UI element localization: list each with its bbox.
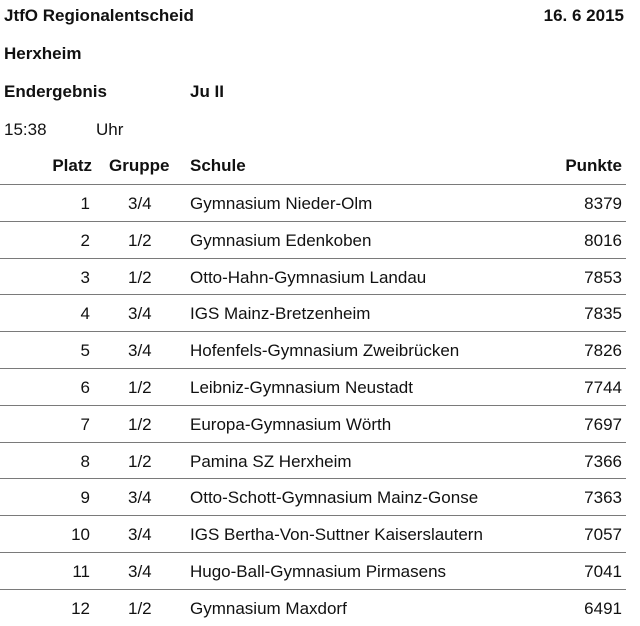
cell-schule: Gymnasium Nieder-Olm — [190, 194, 373, 213]
result-label: Endergebnis — [4, 82, 107, 101]
cell-punkte: 7363 — [584, 488, 622, 508]
cell-gruppe: 3/4 — [128, 341, 152, 361]
cell-punkte: 7835 — [584, 304, 622, 324]
age-category: Ju II — [190, 82, 225, 101]
cell-schule: Europa-Gymnasium Wörth — [190, 414, 392, 434]
table-row — [0, 221, 640, 258]
cell-schule: Gymnasium Maxdorf — [190, 598, 347, 618]
cell-schule: Pamina SZ Herxheim — [190, 451, 352, 471]
cell-gruppe: 1/2 — [128, 230, 152, 250]
cell-gruppe: 3/4 — [128, 525, 152, 545]
cell-schule: IGS Mainz-Bretzenheim — [190, 304, 371, 324]
event-location: Herxheim — [4, 44, 82, 63]
cell-platz: 9 — [80, 488, 90, 508]
cell-schule: Hugo-Ball-Gymnasium Pirmasens — [190, 561, 447, 581]
column-header-punkte: Punkte — [565, 156, 622, 175]
cell-gruppe: 3/4 — [128, 561, 152, 581]
cell-schule: Gymnasium Edenkoben — [190, 230, 372, 250]
table-row — [0, 368, 640, 405]
cell-gruppe: 3/4 — [128, 304, 152, 324]
cell-gruppe: 1/2 — [128, 267, 152, 287]
cell-platz: 4 — [80, 304, 90, 324]
table-row — [0, 184, 640, 221]
time-unit: Uhr — [96, 120, 124, 139]
table-row — [0, 331, 640, 368]
cell-gruppe: 1/2 — [128, 451, 152, 471]
column-header-gruppe: Gruppe — [109, 156, 170, 175]
cell-gruppe: 1/2 — [128, 377, 152, 397]
cell-schule: Otto-Hahn-Gymnasium Landau — [190, 267, 427, 287]
table-row — [0, 552, 640, 589]
cell-gruppe: 1/2 — [128, 414, 152, 434]
table-row — [0, 405, 640, 442]
cell-schule: Otto-Schott-Gymnasium Mainz-Gonse — [190, 488, 479, 508]
cell-platz: 7 — [80, 414, 90, 434]
cell-punkte: 6491 — [584, 598, 622, 618]
cell-platz: 12 — [71, 598, 90, 618]
results-table-body — [0, 184, 640, 626]
column-header-schule: Schule — [190, 156, 246, 175]
cell-platz: 3 — [80, 267, 90, 287]
cell-platz: 5 — [80, 341, 90, 361]
cell-punkte: 8016 — [584, 230, 622, 250]
table-row — [0, 515, 640, 552]
column-header-platz: Platz — [52, 156, 92, 175]
table-row — [0, 258, 640, 295]
table-row — [0, 442, 640, 479]
table-header — [0, 156, 640, 180]
cell-punkte: 7744 — [584, 377, 622, 397]
cell-platz: 11 — [72, 561, 90, 581]
table-row — [0, 478, 640, 515]
cell-platz: 2 — [80, 230, 90, 250]
cell-platz: 6 — [80, 377, 90, 397]
cell-gruppe: 3/4 — [128, 488, 152, 508]
cell-schule: Leibniz-Gymnasium Neustadt — [190, 377, 413, 397]
cell-schule: IGS Bertha-Von-Suttner Kaiserslautern — [190, 525, 483, 545]
cell-punkte: 7853 — [584, 267, 622, 287]
time-value: 15:38 — [4, 120, 47, 139]
cell-punkte: 7041 — [584, 561, 622, 581]
cell-gruppe: 1/2 — [128, 598, 152, 618]
cell-platz: 10 — [71, 525, 90, 545]
cell-gruppe: 3/4 — [128, 194, 152, 213]
cell-punkte: 8379 — [584, 194, 622, 213]
cell-platz: 1 — [80, 194, 90, 213]
document-date: 16. 6 2015 — [543, 6, 624, 25]
cell-punkte: 7057 — [584, 525, 622, 545]
cell-schule: Hofenfels-Gymnasium Zweibrücken — [190, 341, 460, 361]
cell-punkte: 7366 — [584, 451, 622, 471]
table-row — [0, 589, 640, 626]
cell-platz: 8 — [80, 451, 90, 471]
cell-punkte: 7697 — [584, 414, 622, 434]
table-row — [0, 294, 640, 331]
document-title: JtfO Regionalentscheid — [4, 6, 194, 25]
cell-punkte: 7826 — [584, 341, 622, 361]
